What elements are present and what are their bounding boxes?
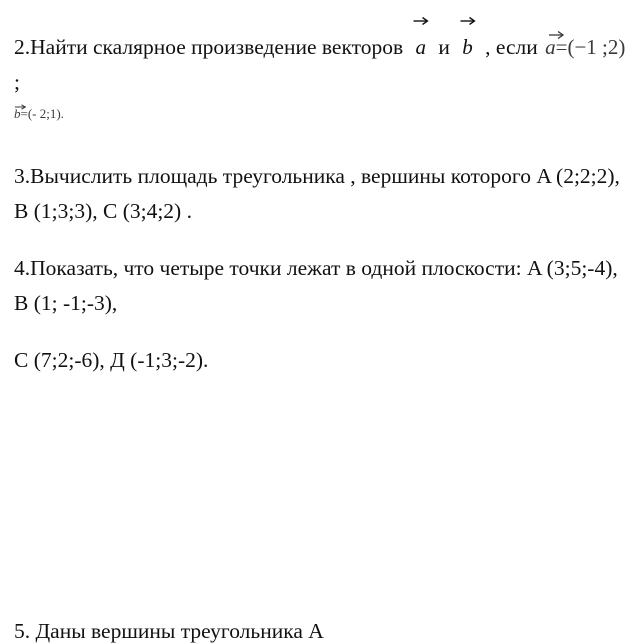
vector-b-symbol [459, 30, 476, 64]
paragraph-task-4-continued: C (7;2;-6), Д (-1;3;-2). [14, 347, 209, 372]
formula-vector-b [14, 106, 629, 122]
paragraph-task-5-truncated [14, 618, 629, 644]
formula-a-value: =(−1 ;2) [555, 35, 626, 59]
arrow-icon [460, 15, 475, 25]
formula-b-letter: b [14, 105, 21, 121]
arrow-icon [15, 98, 26, 105]
vector-b-letter: b [462, 35, 473, 59]
semicolon: ; [14, 69, 20, 94]
vector-a-letter: a [415, 35, 426, 59]
condition-word: , если [485, 35, 538, 59]
formula-b-value: =(- 2;1). [20, 105, 64, 121]
arrow-icon [413, 15, 428, 25]
paragraph-task-3: 3.Вычислить площадь треугольника , вершины которого A (2;2;2), B (1;3;3), C (3;4;2) . [14, 164, 620, 224]
conjunction-and: и [438, 35, 450, 59]
formula-a-letter: a [545, 35, 556, 59]
vector-a-symbol [413, 30, 430, 64]
formula-vector-a [545, 30, 625, 64]
paragraph-task-2 [14, 30, 629, 121]
arrow-icon [549, 15, 564, 25]
task-2-text: 2.Найти скалярное произведение векторов [14, 35, 404, 59]
paragraph-task-4: 4.Показать, что четыре точки лежат в одной плоскости: A (3;5;-4), B (1; -1;-3), [14, 255, 618, 315]
task-5-text: 5. Даны вершины треугольника A [14, 619, 324, 643]
